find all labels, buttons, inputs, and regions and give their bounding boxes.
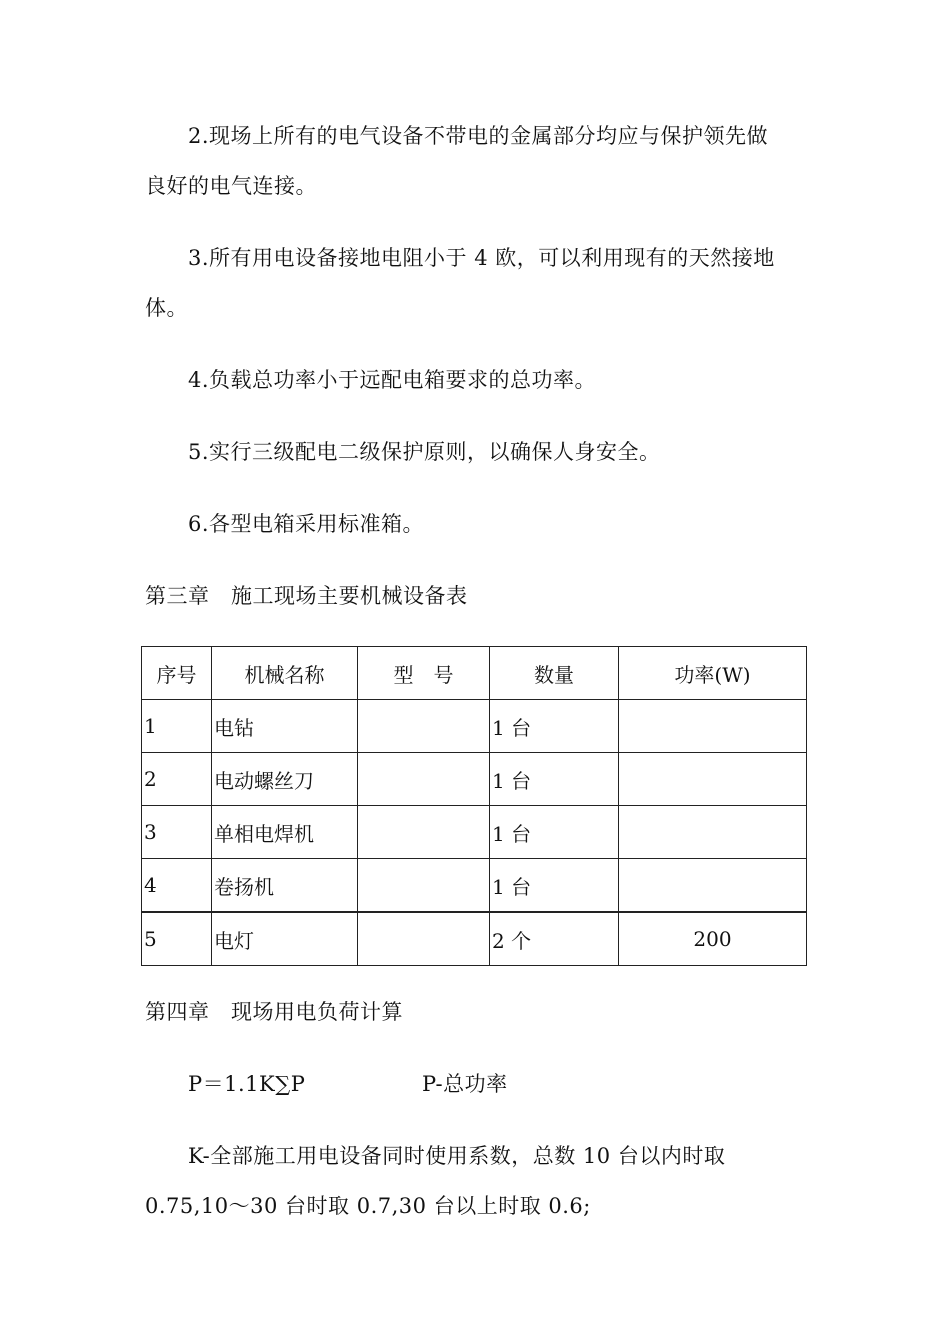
cell-quantity: 1 台 <box>490 806 619 859</box>
cell-machine-name: 电灯 <box>212 912 358 966</box>
table-row <box>142 753 807 806</box>
paragraph-2-line-1: 2.现场上所有的电气设备不带电的金属部分均应与保护领先做 <box>188 124 769 148</box>
cell-index: 5 <box>142 912 212 966</box>
cell-power <box>619 806 807 859</box>
coefficient-line-2: 0.75,10～30 台时取 0.7,30 台以上时取 0.6; <box>145 1194 591 1218</box>
header-power: 功率(W) <box>619 647 807 700</box>
header-quantity: 数量 <box>490 647 619 700</box>
cell-power: 200 <box>619 912 807 966</box>
paragraph-2-line-2: 良好的电气连接。 <box>145 174 317 198</box>
formula-note: P-总功率 <box>422 1072 508 1096</box>
cell-quantity: 2 个 <box>490 912 619 966</box>
cell-quantity: 1 台 <box>490 700 619 753</box>
cell-model <box>358 859 490 913</box>
cell-power <box>619 859 807 913</box>
paragraph-4: 4.负载总功率小于远配电箱要求的总功率。 <box>188 368 597 392</box>
cell-quantity: 1 台 <box>490 859 619 913</box>
cell-model <box>358 753 490 806</box>
cell-machine-name: 电钻 <box>212 700 358 753</box>
header-machine-name: 机械名称 <box>212 647 358 700</box>
cell-machine-name: 电动螺丝刀 <box>212 753 358 806</box>
cell-model <box>358 700 490 753</box>
cell-index: 2 <box>142 753 212 806</box>
table-row <box>142 912 807 966</box>
chapter-3-title: 第三章 施工现场主要机械设备表 <box>145 584 468 608</box>
table-row <box>142 806 807 859</box>
equipment-table <box>141 646 807 966</box>
cell-power <box>619 753 807 806</box>
paragraph-3-line-2: 体。 <box>145 296 188 320</box>
cell-machine-name: 单相电焊机 <box>212 806 358 859</box>
cell-model <box>358 806 490 859</box>
cell-index: 3 <box>142 806 212 859</box>
load-formula: P＝1.1K∑P <box>188 1072 306 1096</box>
header-model: 型 号 <box>358 647 490 700</box>
cell-quantity: 1 台 <box>490 753 619 806</box>
cell-model <box>358 912 490 966</box>
cell-machine-name: 卷扬机 <box>212 859 358 913</box>
table-row <box>142 700 807 753</box>
paragraph-5: 5.实行三级配电二级保护原则，以确保人身安全。 <box>188 440 661 464</box>
header-index: 序号 <box>142 647 212 700</box>
table-header-row <box>142 647 807 700</box>
cell-index: 4 <box>142 859 212 913</box>
paragraph-6: 6.各型电箱采用标准箱。 <box>188 512 425 536</box>
cell-power <box>619 700 807 753</box>
chapter-4-title: 第四章 现场用电负荷计算 <box>145 1000 403 1024</box>
table-row <box>142 859 807 913</box>
cell-index: 1 <box>142 700 212 753</box>
coefficient-line-1: K-全部施工用电设备同时使用系数，总数 10 台以内时取 <box>188 1144 726 1168</box>
paragraph-3-line-1: 3.所有用电设备接地电阻小于 4 欧，可以利用现有的天然接地 <box>188 246 775 270</box>
